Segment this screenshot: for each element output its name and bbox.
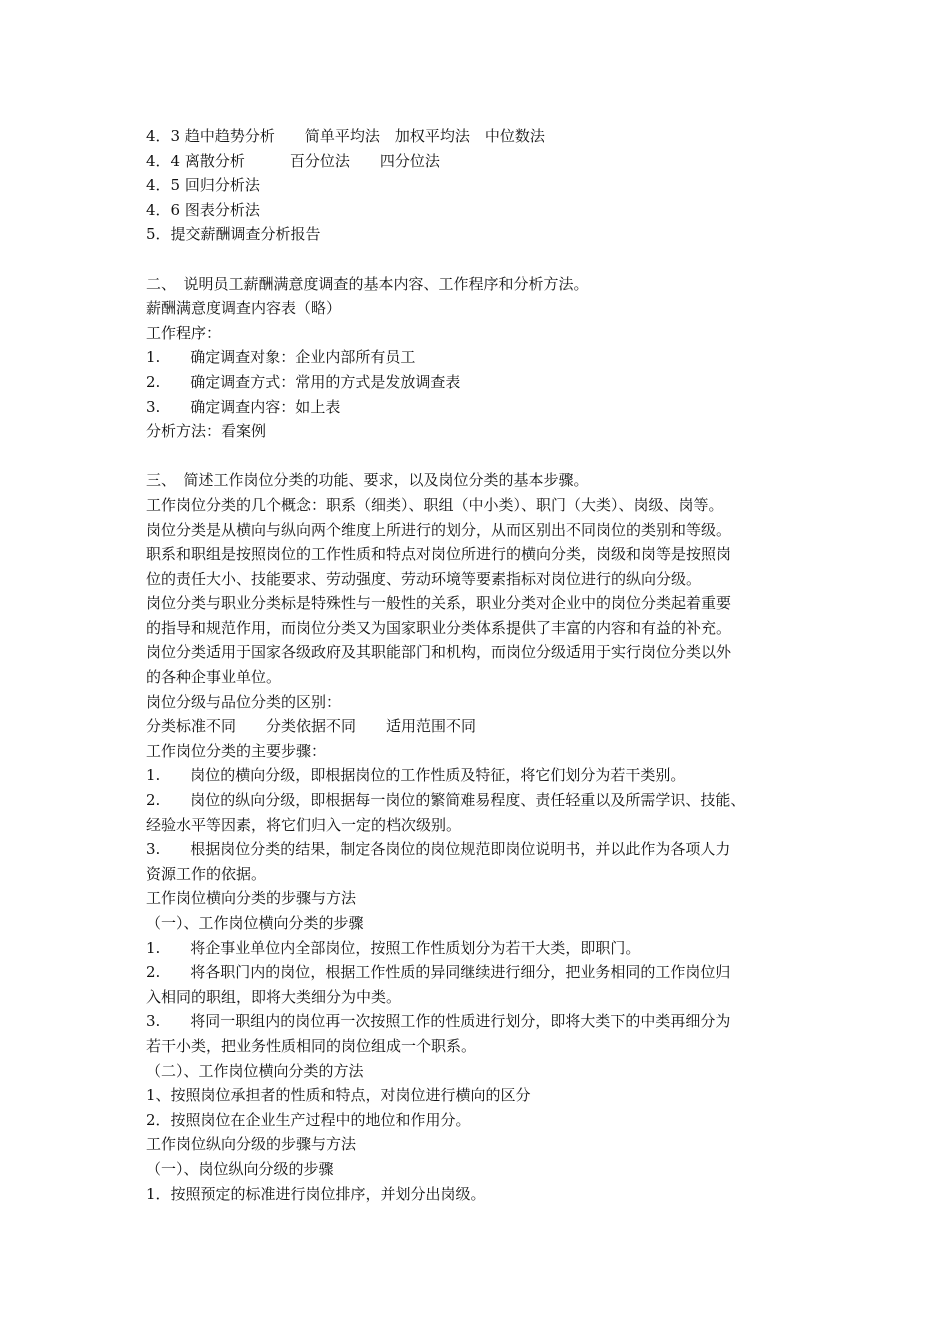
text-line: 4．3 趋中趋势分析 简单平均法 加权平均法 中位数法: [146, 127, 545, 145]
text-line: 位的责任大小、技能要求、劳动强度、劳动环境等要素指标对岗位进行的纵向分级。: [146, 569, 702, 588]
text-line: （一）、工作岗位横向分类的步骤: [146, 914, 364, 932]
text-line: 岗位分类是从横向与纵向两个维度上所进行的划分，从而区别出不同岗位的类别和等级。: [146, 520, 732, 539]
text-line: 的指导和规范作用，而岗位分类又为国家职业分类体系提供了丰富的内容和有益的补充。: [146, 618, 732, 637]
text-line: 3. 根据岗位分类的结果，制定各岗位的岗位规范即岗位说明书，并以此作为各项人力: [146, 840, 731, 859]
text-line: 4．5 回归分析法: [146, 176, 260, 195]
text-line: 分析方法：看案例: [146, 422, 267, 441]
text-line: 1. 将企事业单位内全部岗位，按照工作性质划分为若干大类，即职门。: [146, 938, 641, 957]
text-line: 1、按照岗位承担者的性质和特点，对岗位进行横向的区分: [146, 1086, 531, 1105]
text-line: 2. 确定调查方式：常用的方式是发放调查表: [146, 372, 461, 391]
text-line: 三、 简述工作岗位分类的功能、要求，以及岗位分类的基本步骤。: [146, 471, 589, 490]
text-line: 工作岗位分类的主要步骤：: [146, 741, 327, 760]
text-line: 5．提交薪酬调查分析报告: [146, 225, 321, 244]
text-line: 经验水平等因素，将它们归入一定的档次级别。: [146, 815, 462, 834]
text-line: 3. 将同一职组内的岗位再一次按照工作的性质进行划分，即将大类下的中类再细分为: [146, 1012, 731, 1031]
blank-line: [146, 247, 836, 272]
text-line: 2. 将各职门内的岗位，根据工作性质的异同继续进行细分，把业务相同的工作岗位归: [146, 963, 731, 982]
text-line: 4．4 离散分析 百分位法 四分位法: [146, 151, 440, 170]
blank-line: [146, 444, 836, 469]
text-line: 分类标准不同 分类依据不同 适用范围不同: [146, 717, 477, 736]
text-line: 工作程序：: [146, 323, 222, 342]
text-line: 若干小类，把业务性质相同的岗位组成一个职系。: [146, 1036, 477, 1055]
text-line: 1．按照预定的标准进行岗位排序，并划分出岗级。: [146, 1184, 486, 1203]
text-line: （一）、岗位纵向分级的步骤: [146, 1159, 334, 1178]
text-line: 的各种企事业单位。: [146, 668, 282, 687]
text-line: 3. 确定调查内容：如上表: [146, 397, 341, 416]
text-line: 1. 岗位的横向分级，即根据岗位的工作性质及特征，将它们划分为若干类别。: [146, 766, 686, 785]
text-line: 资源工作的依据。: [146, 864, 267, 883]
text-line: 职系和职组是按照岗位的工作性质和特点对岗位所进行的横向分类，岗级和岗等是按照岗: [146, 545, 732, 564]
text-line: 岗位分类与职业分类标是特殊性与一般性的关系，职业分类对企业中的岗位分类起着重要: [146, 594, 732, 613]
text-line: 薪酬满意度调查内容表（略）: [146, 299, 342, 318]
text-line: 工作岗位纵向分级的步骤与方法: [146, 1135, 357, 1154]
text-line: 1. 确定调查对象：企业内部所有员工: [146, 348, 416, 367]
document-page: [146, 124, 836, 1206]
text-line: 入相同的职组，即将大类细分为中类。: [146, 987, 402, 1006]
text-line: 2. 岗位的纵向分级，即根据每一岗位的繁简难易程度、责任轻重以及所需学识、技能、: [146, 791, 746, 810]
text-line: 二、 说明员工薪酬满意度调查的基本内容、工作程序和分析方法。: [146, 274, 589, 293]
text-line: 岗位分级与品位分类的区别：: [146, 692, 342, 711]
text-line: 2．按照岗位在企业生产过程中的地位和作用分。: [146, 1110, 471, 1129]
text-line: 4．6 图表分析法: [146, 200, 260, 219]
text-line: 工作岗位分类的几个概念：职系（细类）、职组（中小类）、职门（大类）、岗级、岗等。: [146, 495, 724, 514]
text-line: 岗位分类适用于国家各级政府及其职能部门和机构，而岗位分级适用于实行岗位分类以外: [146, 643, 732, 662]
text-line: 工作岗位横向分类的步骤与方法: [146, 889, 357, 908]
text-line: （二）、工作岗位横向分类的方法: [146, 1061, 364, 1080]
